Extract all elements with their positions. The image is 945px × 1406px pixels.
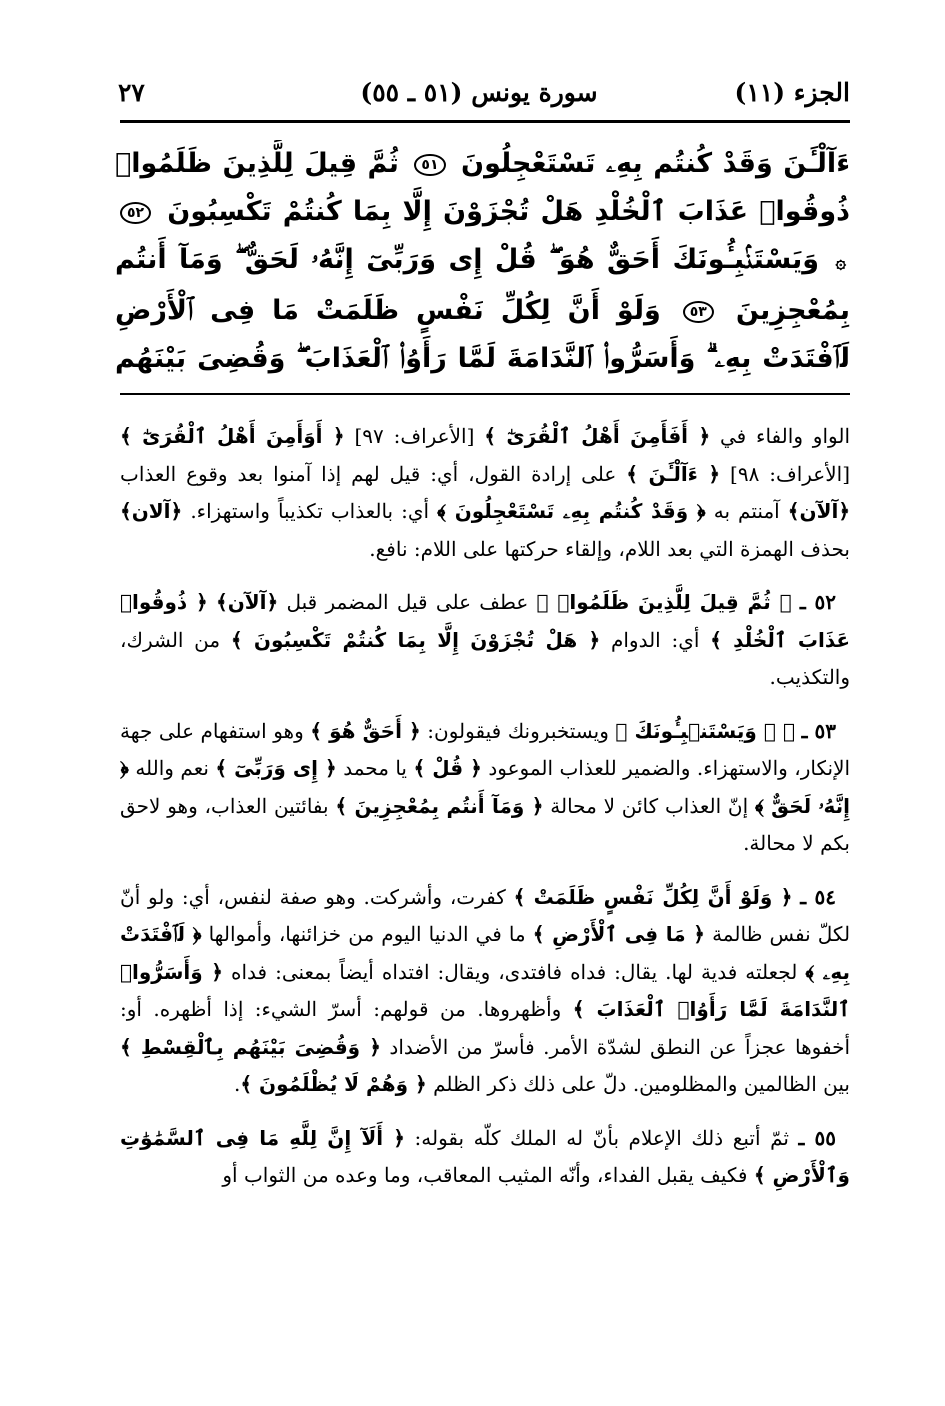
verse-number: ٥٣ ـ [801,718,837,743]
page-header [108,72,850,118]
verse-end-marker: ٥٣ [683,301,714,323]
quran-quote: ﴿ إِى وَرَبِّىٓ ﴾ [215,756,337,780]
tafsir-paragraph-53 [120,713,850,863]
tafsir-text: بحذف الهمزة التي بعد اللام، وإلقاء حركتها على اللام: نافع. [369,536,850,561]
quran-quote: ﴿آلآن﴾ [215,590,279,614]
verse-54-text: وَلَوْ أَنَّ لِكُلِّ نَفْسٍ ظَلَمَتْ مَا فِى ٱلْأَرْضِ لَٱفْتَدَتْ بِهِۦ ۗ وَأَسَرُّوا۟ ٱلنَّدَامَةَ لَمَّا رَأَوُا۟ ٱلْعَذَابَ ۖ وَقُضِىَ بَيْنَهُم [115,295,850,374]
tafsir-text: فكيف يقبل الفداء، وأنّه المثيب المعاقب، وما وعده من الثواب أو [222,1163,748,1187]
verse-end-marker: ٥١ [414,154,445,176]
tafsir-text: كفرت، وأشركت. وهو صفة لنفس، أي: ولو أنّ لكلّ نفس ظالمة [120,884,850,946]
quran-quote: ﴿ وَمَآ أَنتُم بِمُعْجِزِينَ ﴾ [335,793,544,818]
tafsir-text: ويستخبرونك فيقولون: [427,718,609,743]
surah-title: سورة يونس (٥١ ـ ٥٥) [360,78,598,107]
quran-quote: ﴿ وَلَوْ أَنَّ لِكُلِّ نَفْسٍ ظَلَمَتْ ﴾ [513,884,793,909]
verse-number: ٥٤ ـ [800,884,836,909]
quran-quote: ﴿ أَفَأَمِنَ أَهْلُ ٱلْقُرَىٰٓ ﴾ [484,424,711,448]
verse-53-text: وَيَسْتَنۢبِـُٔونَكَ أَحَقٌّ هُوَ ۖ قُلْ إِى وَرَبِّىٓ إِنَّهُۥ لَحَقٌّ ۖ وَمَآ أَنتُم بِمُعْجِزِينَ [115,244,850,326]
tafsir-body [120,418,850,1393]
tafsir-text: نعم والله [135,756,209,780]
verse-number: ٥٥ ـ [798,1125,837,1150]
quran-quote: ﴿ ذُوقُوا۟ عَذَابَ ٱلْخُلْدِ ﴾ [120,590,850,652]
quran-quote: ﴿ قُلْ ﴾ [413,756,482,780]
tafsir-paragraph-54 [120,879,850,1104]
tafsir-text: يا محمد [343,756,407,780]
tafsir-text: لجعلته فدية لها. يقال: فداه فافتدى، ويقال: افتداه أيضاً بمعنى: فداه [231,959,798,984]
quran-quote: ﴿ وَقَدْ كُنتُم بِهِۦ تَسْتَعْجِلُونَ ﴾ [437,499,706,523]
quran-quote: ﴿ وَهُمْ لَا يُظْلَمُونَ ﴾ [240,1072,427,1096]
tafsir-text: ما في الدنيا اليوم من خزائنها، وأموالها [208,922,526,946]
juz-label: الجزء (١١) [734,78,850,107]
tafsir-text: ثمّ أتبع ذلك الإعلام بأنّ له الملك كلّه بقوله: [414,1125,789,1150]
tafsir-paragraph-55 [120,1120,850,1195]
tafsir-text: عطف على قيل المضمر قبل [286,590,529,614]
tafsir-text: إنّ العذاب كائن لا محالة [550,793,749,818]
tafsir-text: أي: الدوام [610,627,700,652]
quran-text [115,140,850,378]
quran-quote: ﴿ ءَآلْـَٔنَ ﴾ [626,461,721,486]
hizb-marker: ۞ [835,252,846,273]
quran-quote: ﴿آلآن﴾ [787,499,850,523]
header-rule [120,120,850,123]
reference: [الأعراف: ٩٨] [730,461,850,486]
reference: [الأعراف: ٩٧] [354,424,475,448]
quran-quote: ﴿آلان﴾ [120,499,183,523]
quran-quote: ﴿ هَلْ تُجْزَوْنَ إِلَّا بِمَا كُنتُمْ تَكْسِبُونَ ﴾ [230,627,601,652]
tafsir-text: من الشرك، والتكذيب. [120,627,850,689]
tafsir-paragraph-51 [120,418,850,568]
verse-52-text: ثُمَّ قِيلَ لِلَّذِينَ ظَلَمُوا۟ ذُوقُوا۟ عَذَابَ ٱلْخُلْدِ هَلْ تُجْزَوْنَ إِلَّا بِمَا كُنتُمْ تَكْسِبُونَ [115,148,850,227]
verse-end-marker: ٥٢ [120,202,151,224]
verse-number: ٥٢ ـ [799,590,836,614]
quran-quote: ﴿ لَٱفْتَدَتْ بِهِۦ ﴾ [120,922,850,984]
quran-quote: ﴿ أَوَأَمِنَ أَهْلُ ٱلْقُرَىٰٓ ﴾ [120,424,345,448]
tafsir-paragraph-52 [120,584,850,697]
quran-quote: ﴿ وَقُضِىَ بَيْنَهُم بِٱلْقِسْطِ ﴾ [120,1034,381,1059]
tafsir-text: على إرادة القول، أي: قيل لهم إذا آمنوا بعد وقوع العذاب [120,461,617,486]
quran-quote: ﴿ أَلَآ إِنَّ لِلَّهِ مَا فِى ٱلسَّمَٰوَٰتِ وَٱلْأَرْضِ ﴾ [120,1125,850,1187]
quran-quote: ﴿ أَحَقٌّ هُوَ ﴾ [310,718,421,743]
tafsir-text: وهو استفهام على جهة الإنكار، والاستهزاء. والضمير للعذاب الموعود [120,718,850,780]
section-divider [120,393,850,395]
tafsir-text: بين الظالمين والمظلومين. دلّ على ذلك ذكر الظلم [433,1072,850,1096]
tafsir-text: بفائتين العذاب، وهو لاحق بكم لا محالة. [120,793,850,855]
tafsir-text: أي: بالعذاب تكذيباً واستهزاء. [190,499,430,523]
tafsir-text: وأظهروها. من قولهم: أسرّ الشيء: إذا أظهره. أو: أخفوها عجزاً عن النطق لشدّة الأمر. فأسرّ من الأضداد [120,997,850,1059]
quran-quote: ﴿ ۞ وَيَسْتَنۢبِـُٔونَكَ ﴾ [615,718,796,743]
tafsir-text: الواو والفاء في [720,424,850,448]
quran-quote: ﴿ وَأَسَرُّوا۟ ٱلنَّدَامَةَ لَمَّا رَأَوُا۟ ٱلْعَذَابَ ﴾ [120,959,850,1021]
verse-51-text: ءَآلْـَٔنَ وَقَدْ كُنتُم بِهِۦ تَسْتَعْجِلُونَ [461,148,850,179]
tafsir-text: آمنتم به [713,499,780,523]
quran-quote: ﴿ إِنَّهُۥ لَحَقٌّ ﴾ [120,756,850,818]
quran-quote: ﴿ مَا فِى ٱلْأَرْضِ ﴾ [532,922,706,946]
page-number: ٢٧ [118,78,145,107]
quran-quote: ﴿ ثُمَّ قِيلَ لِلَّذِينَ ظَلَمُوا۟ ﴾ [536,590,792,614]
tafsir-text: . [234,1072,241,1096]
